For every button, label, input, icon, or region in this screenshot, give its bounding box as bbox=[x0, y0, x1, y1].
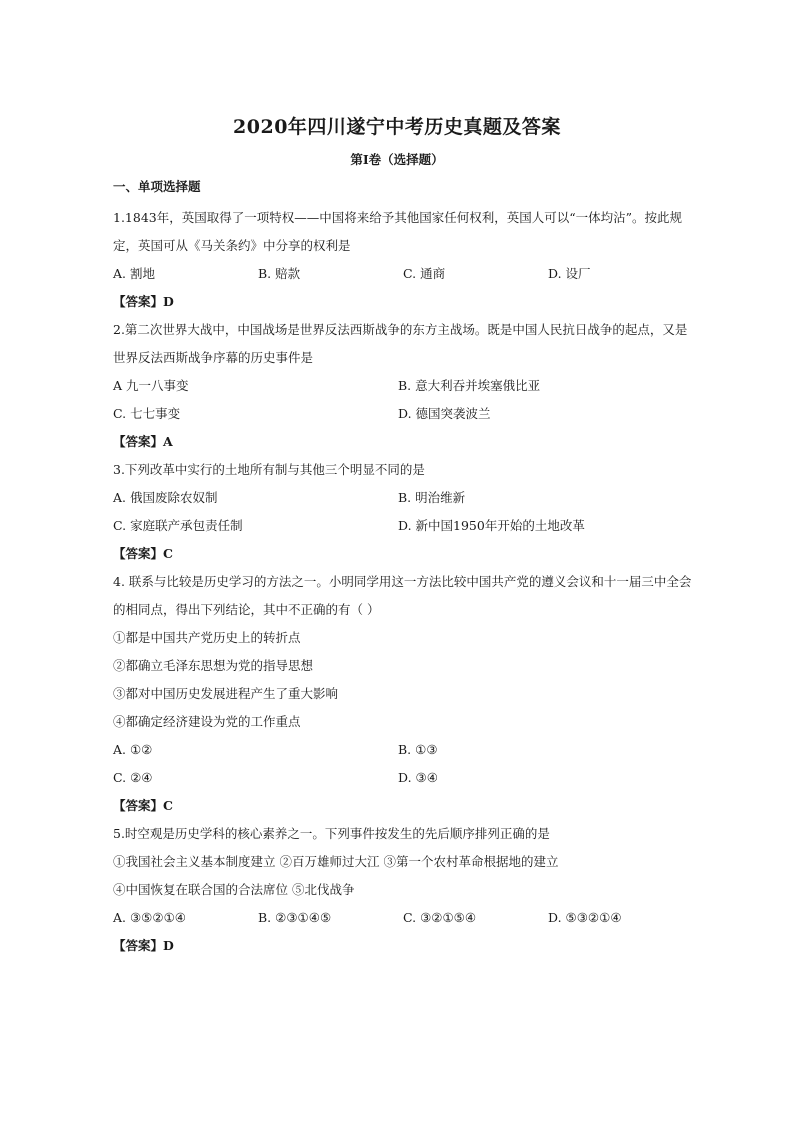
options-row bbox=[113, 260, 693, 288]
option-c: C. ②④ bbox=[113, 770, 153, 785]
question-text: 2.第二次世界大战中，中国战场是世界反法西斯战争的东方主战场。既是中国人民抗日战争的起点，又是世界反法西斯战争序幕的历史事件是 bbox=[113, 322, 688, 365]
answer: 【答案】A bbox=[113, 434, 173, 449]
options-row bbox=[113, 400, 693, 428]
answer: 【答案】C bbox=[113, 798, 173, 813]
option-d: D. 设厂 bbox=[548, 266, 591, 281]
option-c: C. 家庭联产承包责任制 bbox=[113, 518, 243, 533]
option-a: A. 俄国废除农奴制 bbox=[113, 490, 218, 505]
option-d: D. ⑤③②①④ bbox=[548, 910, 622, 925]
options-row bbox=[113, 736, 693, 764]
question-text: 1.1843年，英国取得了一项特权——中国将来给予其他国家任何权利，英国人可以“一体均沾”。按此规定，英国可从《马关条约》中分享的权利是 bbox=[113, 210, 683, 253]
question-3 bbox=[113, 456, 693, 568]
question-4 bbox=[113, 568, 693, 820]
option-b: B. 赔款 bbox=[258, 266, 301, 281]
option-a: A. ①② bbox=[113, 742, 153, 757]
section-heading: 一、单项选择题 bbox=[113, 179, 201, 194]
options-row bbox=[113, 904, 693, 932]
answer: 【答案】D bbox=[113, 938, 174, 953]
option-b: B. 明治维新 bbox=[398, 490, 466, 505]
event-item: ④中国恢复在联合国的合法席位 ⑤北伐战争 bbox=[113, 882, 355, 897]
option-d: D. 新中国1950年开始的土地改革 bbox=[398, 518, 585, 533]
option-a: A. 割地 bbox=[113, 266, 155, 281]
question-list bbox=[113, 176, 693, 960]
answer: 【答案】D bbox=[113, 294, 174, 309]
answer: 【答案】C bbox=[113, 546, 173, 561]
option-a: A 九一八事变 bbox=[113, 378, 189, 393]
option-b: B. ②③①④⑤ bbox=[258, 910, 332, 925]
question-1 bbox=[113, 204, 693, 316]
page-title: 2020年四川遂宁中考历史真题及答案 bbox=[233, 116, 561, 138]
options-row bbox=[113, 764, 693, 792]
options-row bbox=[113, 512, 693, 540]
option-c: C. 通商 bbox=[403, 266, 446, 281]
question-2 bbox=[113, 316, 693, 456]
options-row bbox=[113, 372, 693, 400]
option-c: C. ③②①⑤④ bbox=[403, 910, 477, 925]
event-item: ①我国社会主义基本制度建立 ②百万雄师过大江 ③第一个农村革命根据地的建立 bbox=[113, 854, 559, 869]
option-d: D. ③④ bbox=[398, 770, 438, 785]
option-a: A. ③⑤②①④ bbox=[113, 910, 187, 925]
question-text: 4. 联系与比较是历史学习的方法之一。小明同学用这一方法比较中国共产党的遵义会议和十一届三中全会的相同点，得出下列结论，其中不正确的有（ ） bbox=[113, 574, 692, 617]
options-row bbox=[113, 484, 693, 512]
option-c: C. 七七事变 bbox=[113, 406, 181, 421]
question-text: 5.时空观是历史学科的核心素养之一。下列事件按发生的先后顺序排列正确的是 bbox=[113, 826, 550, 841]
question-5 bbox=[113, 820, 693, 960]
statement-item: ④都确定经济建设为党的工作重点 bbox=[113, 714, 301, 729]
statement-item: ①都是中国共产党历史上的转折点 bbox=[113, 630, 301, 645]
page-subtitle: 第Ⅰ卷（选择题） bbox=[350, 152, 444, 167]
statement-item: ③都对中国历史发展进程产生了重大影响 bbox=[113, 686, 339, 701]
option-d: D. 德国突袭波兰 bbox=[398, 406, 491, 421]
question-text: 3.下列改革中实行的土地所有制与其他三个明显不同的是 bbox=[113, 462, 425, 477]
statement-item: ②都确立毛泽东思想为党的指导思想 bbox=[113, 658, 314, 673]
option-b: B. ①③ bbox=[398, 742, 438, 757]
option-b: B. 意大利吞并埃塞俄比亚 bbox=[398, 378, 541, 393]
